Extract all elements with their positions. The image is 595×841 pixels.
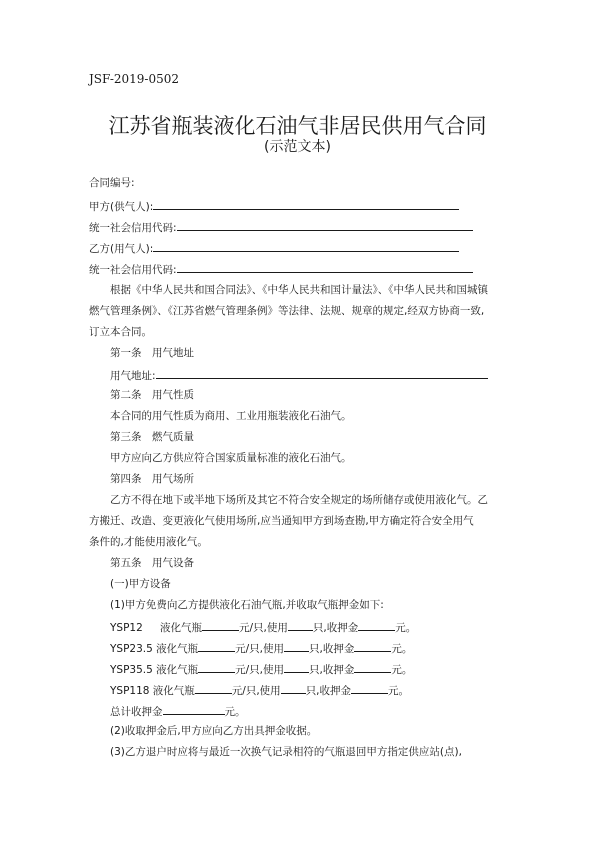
- unit-price-blank: [195, 682, 232, 694]
- cylinder-unit-only: 只,收押金: [305, 685, 352, 697]
- preamble-line-1: 根据《中华人民共和国合同法》、《中华人民共和国计量法》、《中华人民共和国城镇: [110, 284, 488, 296]
- cylinder-unit-yuan: 元。: [391, 643, 413, 655]
- cylinder-row: [110, 640, 412, 656]
- credit-code-b-label: 统一社会信用代码:: [89, 264, 177, 276]
- credit-code-a-label: 统一社会信用代码:: [89, 222, 177, 234]
- cylinder-unit-only: 只,收押金: [309, 664, 355, 676]
- deposit-blank: [351, 682, 388, 694]
- article-5-item-3: (3)乙方退户时应将与最近一次换气记录相符的气瓶退回甲方指定供应站(点),: [110, 746, 462, 758]
- article-2-heading: 第二条 用气性质: [110, 389, 194, 401]
- cylinder-label: 液化气瓶: [160, 622, 202, 634]
- cylinder-row: [110, 682, 409, 698]
- article-3-body: 甲方应向乙方供应符合国家质量标准的液化石油气。: [110, 452, 352, 464]
- quantity-blank: [284, 661, 309, 673]
- cylinder-model: YSP12: [110, 622, 143, 634]
- article-4-line-1: 乙方不得在地下或半地下场所及其它不符合安全规定的场所储存或使用液化气。乙: [110, 494, 488, 506]
- deposit-blank: [354, 661, 391, 673]
- total-deposit-label: 总计收押金: [110, 706, 163, 718]
- article-2-body: 本合同的用气性质为商用、工业用瓶装液化石油气。: [110, 410, 352, 422]
- article-5-heading: 第五条 用气设备: [110, 557, 194, 569]
- credit-code-b-field: [89, 261, 473, 277]
- unit-price-blank: [202, 619, 239, 631]
- article-4-line-3: 条件的,才能使用液化气。: [89, 536, 208, 548]
- party-a-blank: [153, 198, 459, 210]
- deposit-blank: [358, 619, 395, 631]
- article-4-heading: 第四条 用气场所: [110, 473, 194, 485]
- gas-address-label: 用气地址:: [110, 370, 156, 382]
- cylinder-unit-per: 元/只,使用: [235, 643, 285, 655]
- total-deposit-row: [110, 703, 246, 719]
- unit-price-blank: [198, 661, 235, 673]
- party-b-field: [89, 240, 459, 256]
- article-1-heading: 第一条 用气地址: [110, 347, 194, 359]
- document-title: 江苏省瓶装液化石油气非居民供用气合同: [108, 114, 487, 138]
- article-5-item-2: (2)收取押金后,甲方应向乙方出具押金收据。: [110, 725, 318, 737]
- cylinder-label: 液化气瓶: [156, 643, 199, 655]
- cylinder-unit-yuan: 元。: [391, 664, 413, 676]
- quantity-blank: [288, 619, 313, 631]
- cylinder-label: 液化气瓶: [152, 685, 195, 697]
- party-b-blank: [153, 240, 459, 252]
- cylinder-unit-only: 只,收押金: [312, 622, 359, 634]
- gas-address-blank: [156, 367, 488, 379]
- preamble-line-2: 燃气管理条例》、《江苏省燃气管理条例》等法律、法规、规章的规定,经双方协商一致,: [89, 305, 485, 317]
- contract-number-field: [89, 176, 135, 190]
- cylinder-unit-only: 只,收押金: [309, 643, 355, 655]
- cylinder-model: YSP118: [110, 685, 150, 697]
- deposit-blank: [354, 640, 391, 652]
- cylinder-model: YSP35.5: [110, 664, 153, 676]
- cylinder-model: YSP23.5: [110, 643, 153, 655]
- article-5-item-1: (1)甲方免费向乙方提供液化石油气瓶,并收取气瓶押金如下:: [110, 599, 384, 611]
- cylinder-row: [110, 661, 412, 677]
- cylinder-unit-per: 元/只,使用: [231, 685, 281, 697]
- cylinder-unit-per: 元/只,使用: [235, 664, 285, 676]
- article-3-heading: 第三条 燃气质量: [110, 431, 194, 443]
- party-a-label: 甲方(供气人):: [89, 201, 154, 213]
- credit-code-b-blank: [177, 261, 473, 273]
- gas-address-field: [110, 367, 488, 383]
- cylinder-row: [110, 619, 416, 635]
- contract-number-label: 合同编号:: [89, 177, 135, 189]
- cylinder-label: 液化气瓶: [156, 664, 199, 676]
- document-subtitle: (示范文本): [264, 139, 331, 155]
- credit-code-a-field: [89, 219, 473, 235]
- article-4-line-2: 方搬迁、改造、变更液化气使用场所,应当通知甲方到场查勘,甲方确定符合安全用气: [89, 515, 474, 527]
- unit-price-blank: [198, 640, 235, 652]
- party-a-field: [89, 198, 459, 214]
- quantity-blank: [284, 640, 309, 652]
- total-deposit-unit: 元。: [224, 706, 246, 718]
- document-code: JSF-2019-0502: [89, 72, 180, 86]
- quantity-blank: [281, 682, 306, 694]
- article-5-sub-1: (一)甲方设备: [110, 578, 171, 590]
- credit-code-a-blank: [177, 219, 473, 231]
- party-b-label: 乙方(用气人):: [89, 243, 154, 255]
- preamble-line-3: 订立本合同。: [89, 326, 152, 338]
- total-deposit-blank: [163, 703, 225, 715]
- cylinder-unit-yuan: 元。: [395, 622, 417, 634]
- cylinder-unit-yuan: 元。: [388, 685, 410, 697]
- cylinder-unit-per: 元/只,使用: [239, 622, 288, 634]
